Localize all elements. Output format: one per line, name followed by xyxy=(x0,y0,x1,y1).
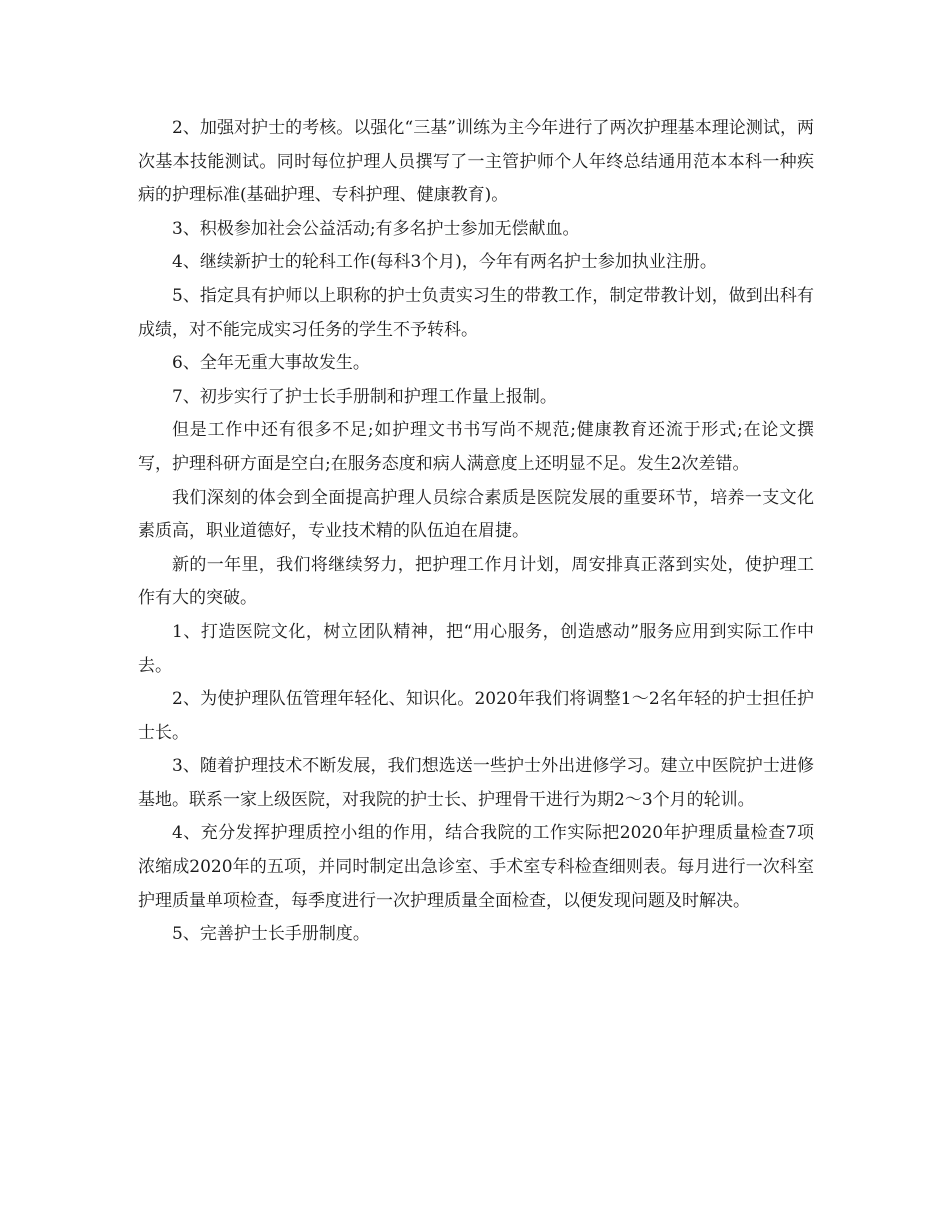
paragraph-2: 3、积极参加社会公益活动;有多名护士参加无偿献血。 xyxy=(172,218,580,239)
document-page xyxy=(138,112,814,952)
paragraph-5: 6、全年无重大事故发生。 xyxy=(172,353,370,374)
paragraph-13: 4、充分发挥护理质控小组的作用，结合我院的工作实际把2020年护理质量检查7项浓缩成2020年的五项，并同时制定出急诊室、手术室专科检查细则表。每月进行一次科室护理质量单项检查，每季度进行一次护理质量全面检查，以便发现问题及时解决。 xyxy=(138,823,814,911)
paragraph-12: 3、随着护理技术不断发展，我们想选送一些护士外出进修学习。建立中医院护士进修基地。联系一家上级医院，对我院的护士长、护理骨干进行为期2～3个月的轮训。 xyxy=(138,756,814,810)
paragraph-9: 新的一年里，我们将继续努力，把护理工作月计划，周安排真正落到实处，使护理工作有大的突破。 xyxy=(138,554,814,609)
paragraph-6: 7、初步实行了护士长手册制和护理工作量上报制。 xyxy=(172,386,557,407)
paragraph-3: 4、继续新护士的轮科工作(每科3个月)，今年有两名护士参加执业注册。 xyxy=(172,252,717,273)
paragraph-10: 1、打造医院文化，树立团队精神，把“用心服务，创造感动”服务应用到实际工作中去。 xyxy=(138,621,814,676)
paragraph-1: 2、加强对护士的考核。以强化“三基”训练为主今年进行了两次护理基本理论测试，两次基本技能测试。同时每位护理人员撰写了一主管护师个人年终总结通用范本本科一种疾病的护理标准(基础护理、专科护理、健康教育)。 xyxy=(138,118,814,206)
paragraph-14: 5、完善护士长手册制度。 xyxy=(172,924,370,945)
paragraph-8: 我们深刻的体会到全面提高护理人员综合素质是医院发展的重要环节，培养一支文化素质高，职业道德好，专业技术精的队伍迫在眉捷。 xyxy=(138,487,814,542)
paragraph-4: 5、指定具有护师以上职称的护士负责实习生的带教工作，制定带教计划，做到出科有成绩，对不能完成实习任务的学生不予转科。 xyxy=(138,285,814,340)
paragraph-11: 2、为使护理队伍管理年轻化、知识化。2020年我们将调整1～2名年轻的护士担任护士长。 xyxy=(138,689,814,743)
paragraph-7: 但是工作中还有很多不足;如护理文书书写尚不规范;健康教育还流于形式;在论文撰写，护理科研方面是空白;在服务态度和病人满意度上还明显不足。发生2次差错。 xyxy=(138,420,814,474)
